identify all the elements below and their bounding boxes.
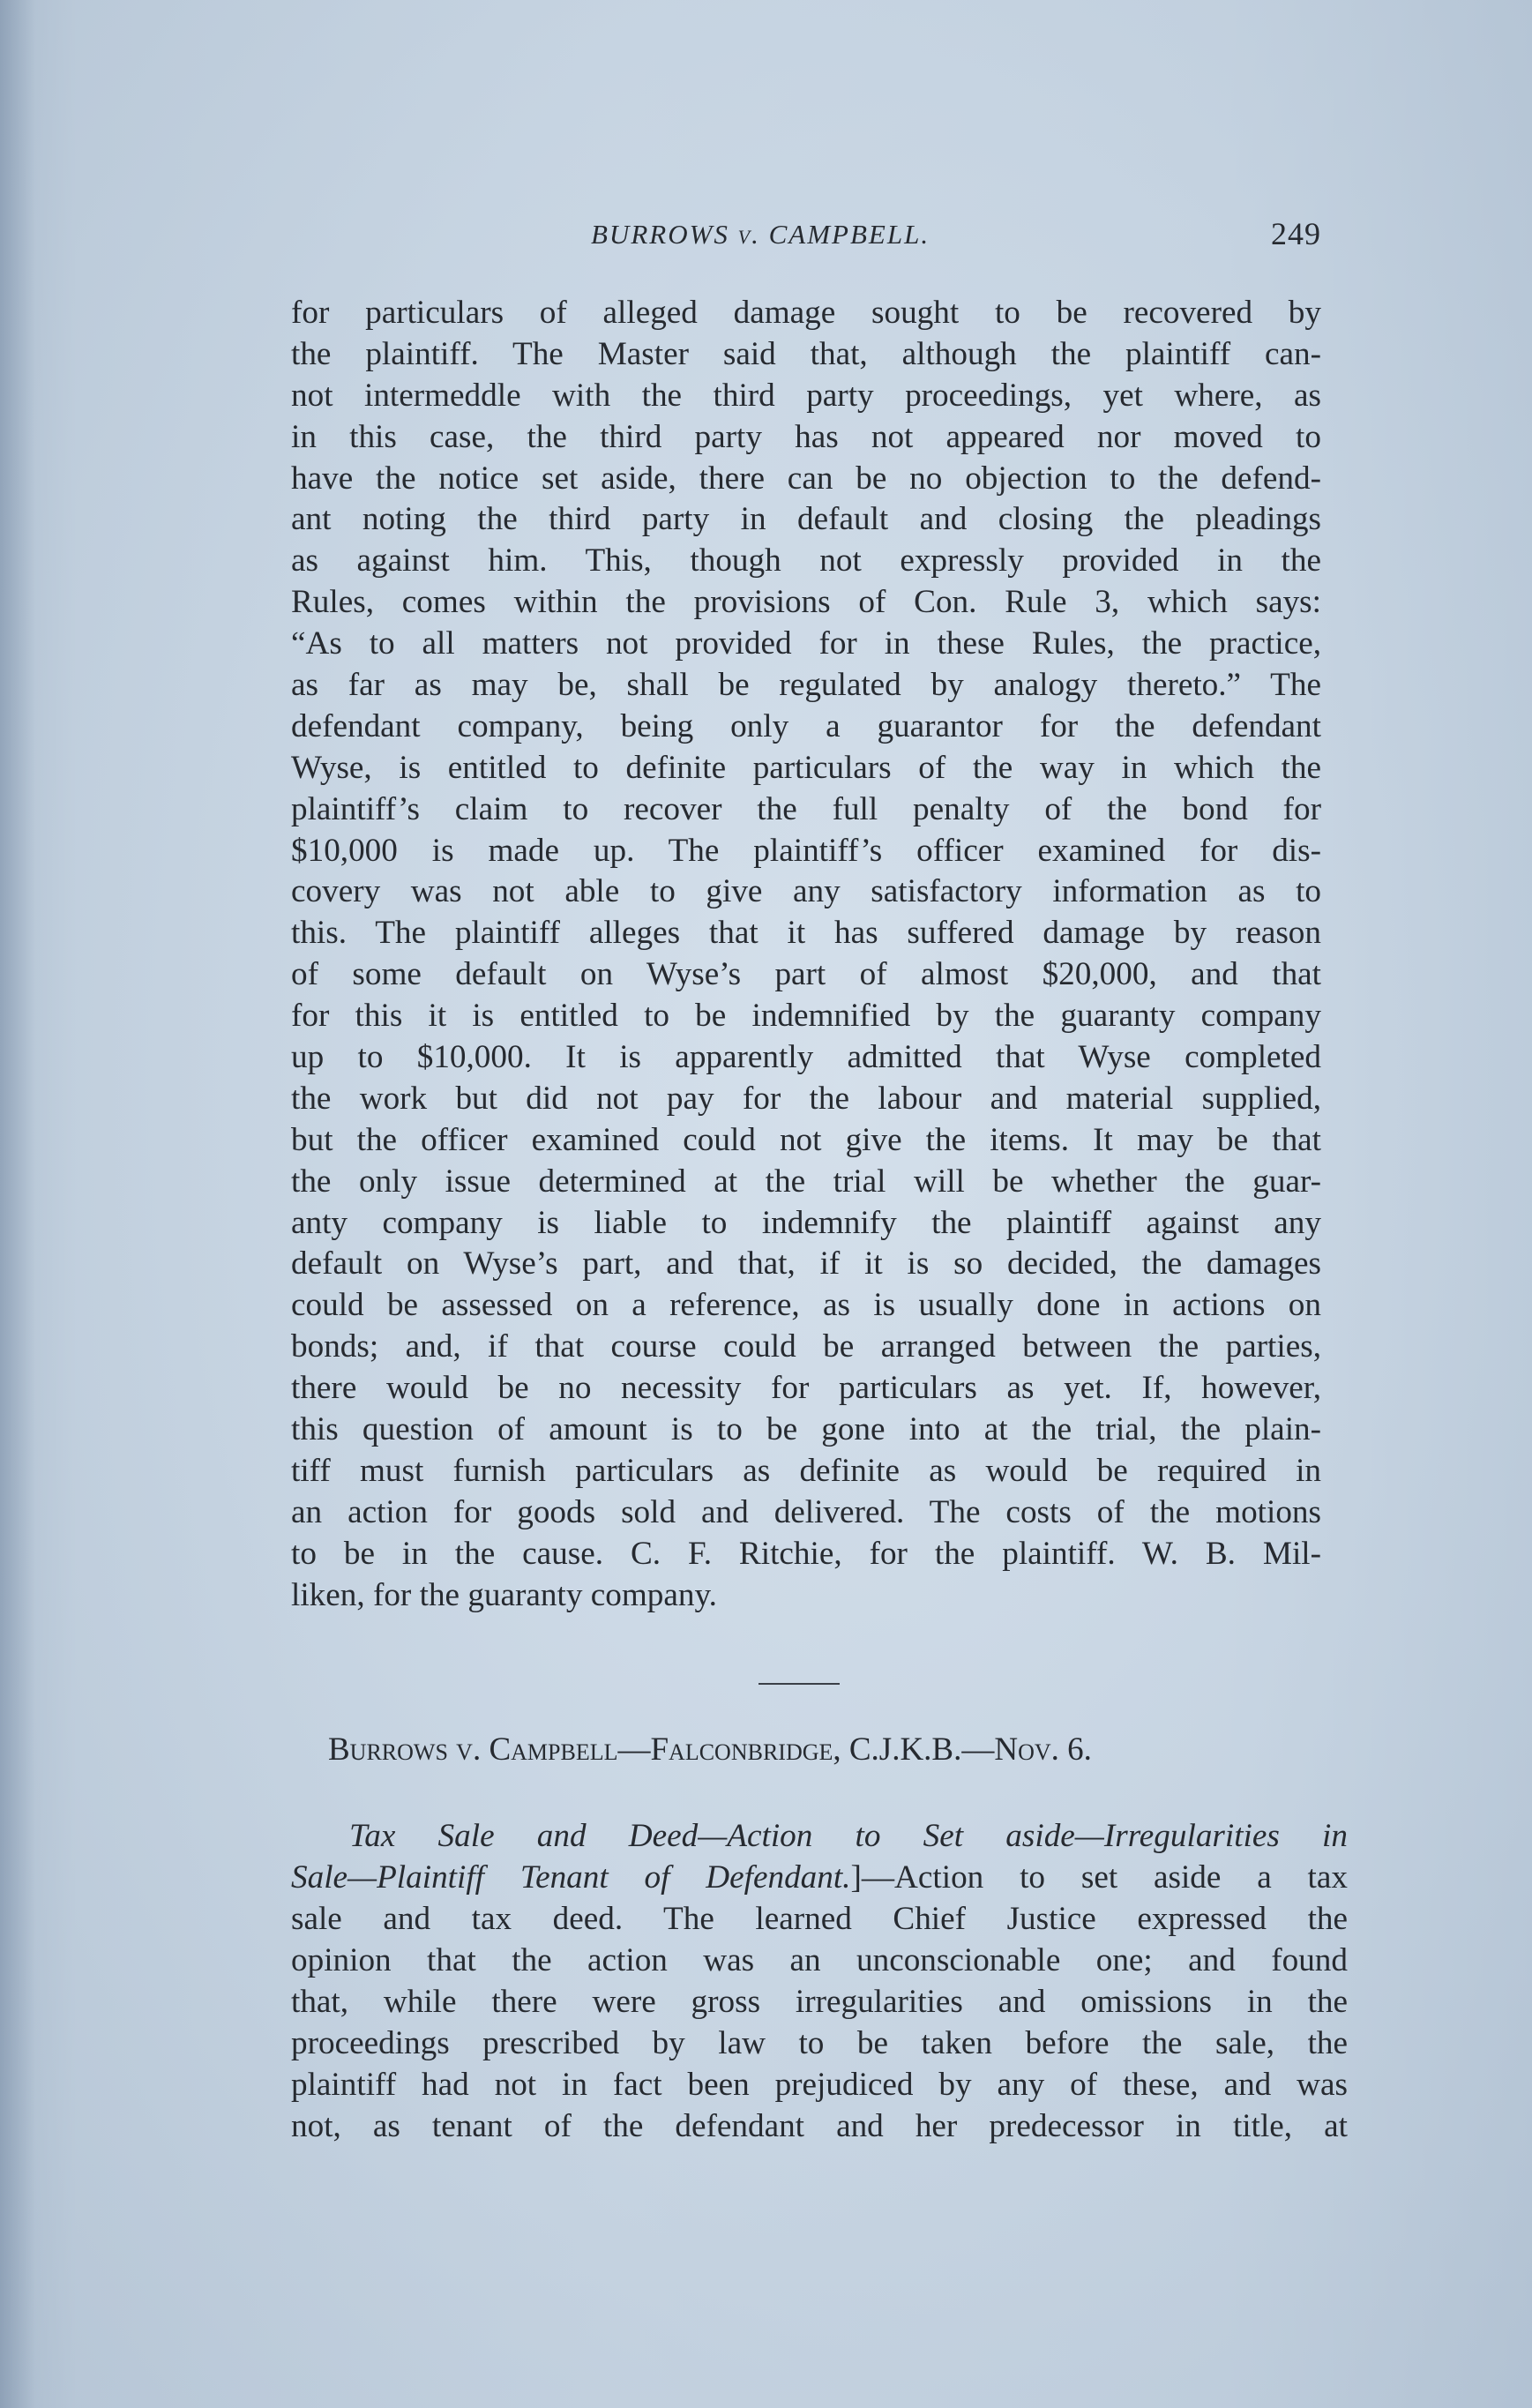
text-line: defendant company, being only a guarantor for the defendant: [291, 707, 1321, 744]
text-line: bonds; and, if that course could be arranged between the parties,: [291, 1328, 1321, 1365]
text-line: have the notice set aside, there can be no objection to the defend-: [291, 460, 1321, 497]
text-line: an action for goods sold and delivered. The costs of the motions: [291, 1493, 1321, 1530]
text-line: ant noting the third party in default and closing the pleadings: [291, 501, 1321, 538]
text-line: not intermeddle with the third party proceedings, yet where, as: [291, 377, 1321, 414]
text-line: as far as may be, shall be regulated by analogy thereto.” The: [291, 667, 1321, 704]
text-line: proceedings prescribed by law to be taken before the sale, the: [291, 2025, 1348, 2061]
text-line: for particulars of alleged damage sought to be recovered by: [291, 295, 1321, 331]
text-line: “As to all matters not provided for in these Rules, the practice,: [291, 625, 1321, 662]
page-header: [291, 216, 1321, 263]
text-line: as against him. This, though not expressly provided in the: [291, 542, 1321, 580]
second-case-text: [291, 1815, 1348, 2147]
text-line: the only issue determined at the trial will be whether the guar-: [291, 1163, 1321, 1200]
text-line: the plaintiff. The Master said that, although the plaintiff can-: [291, 335, 1321, 372]
text-line: of some default on Wyse’s part of almost $20,000, and that: [291, 956, 1321, 993]
page-number: 249: [1271, 216, 1321, 251]
text-line: for this it is entitled to be indemnified by the guaranty company: [291, 998, 1321, 1035]
section-divider: [759, 1683, 840, 1685]
text-line: liken, for the guaranty company.: [291, 1576, 717, 1613]
case-parties: Burrows v. Campbell: [328, 1731, 618, 1768]
text-line: tiff must furnish particulars as definite as would be required in: [291, 1452, 1321, 1489]
text-line: default on Wyse’s part, and that, if it is so decided, the damages: [291, 1245, 1321, 1283]
page-gutter-shadow: [0, 0, 35, 2408]
first-case-text: [291, 293, 1321, 1617]
text-line: Wyse, is entitled to definite particulars of the way in which the: [291, 749, 1321, 786]
case-date: Nov. 6.: [994, 1731, 1092, 1768]
text-line: the work but did not pay for the labour and material supplied,: [291, 1080, 1321, 1117]
text-line: $10,000 is made up. The plaintiff’s officer examined for dis-: [291, 832, 1321, 869]
text-line: to be in the cause. C. F. Ritchie, for the plaintiff. W. B. Mil-: [291, 1535, 1321, 1572]
headnote-line-continued: [291, 1857, 1348, 1898]
headnote-line: Tax Sale and Deed—Action to Set aside—Irregularities in: [349, 1818, 1348, 1854]
text-line: that, while there were gross irregularities and omissions in the: [291, 1984, 1348, 2020]
text-line: could be assessed on a reference, as is usually done in actions on: [291, 1287, 1321, 1324]
text-line: Rules, comes within the provisions of Con. Rule 3, which says:: [291, 584, 1321, 621]
text-line: plaintiff had not in fact been prejudiced by any of these, and was: [291, 2067, 1348, 2103]
text-line: not, as tenant of the defendant and her predecessor in title, at: [291, 2108, 1348, 2144]
text-line: this question of amount is to be gone into at the trial, the plain-: [291, 1411, 1321, 1448]
headnote-italic: Sale—Plaintiff Tenant of Defendant.: [291, 1859, 851, 1896]
text-line: up to $10,000. It is apparently admitted that Wyse completed: [291, 1039, 1321, 1076]
text-line: opinion that the action was an unconscionable one; and found: [291, 1942, 1348, 1978]
text-line: anty company is liable to indemnify the plaintiff against any: [291, 1204, 1321, 1241]
text-line: plaintiff’s claim to recover the full penalty of the bond for: [291, 790, 1321, 827]
running-head: BURROWS v. CAMPBELL.: [591, 219, 930, 250]
text-line: but the officer examined could not give the items. It may be that: [291, 1121, 1321, 1158]
case-judge: Falconbridge, C.J.K.B.: [650, 1731, 962, 1768]
headnote-rest: ]—Action to set aside a tax: [850, 1859, 1348, 1896]
text-line: sale and tax deed. The learned Chief Justice expressed the: [291, 1901, 1348, 1937]
case-title: Burrows v. Campbell—Falconbridge, C.J.K.B.—Nov. 6.: [328, 1731, 1092, 1768]
text-line: covery was not able to give any satisfactory information as to: [291, 873, 1321, 910]
text-line: there would be no necessity for particulars as yet. If, however,: [291, 1370, 1321, 1407]
text-line: this. The plaintiff alleges that it has suffered damage by reason: [291, 915, 1321, 952]
text-line: in this case, the third party has not appeared nor moved to: [291, 418, 1321, 455]
